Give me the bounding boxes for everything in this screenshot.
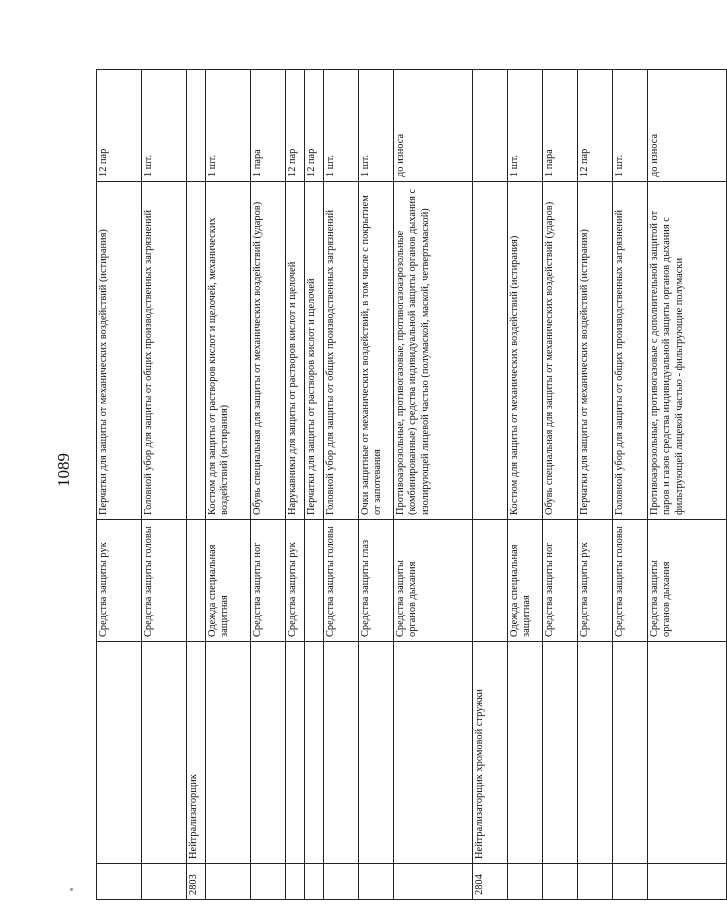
row-number-cell <box>648 864 727 900</box>
rotated-table-container <box>96 70 685 900</box>
norm-cell: 1 шт. <box>359 70 394 182</box>
norm-cell: 12 пар <box>305 70 324 182</box>
row-number-cell <box>578 864 613 900</box>
item-cell: Противоаэрозольные, противогазовые с дополнительной защитой от паров и газов средства индивидуальной защиты органов дыхания с фильтрующей лицевой частью - фильтрующие полумаски <box>648 182 727 520</box>
row-number-cell <box>324 864 359 900</box>
table-row <box>324 70 359 900</box>
table-row <box>305 70 324 900</box>
category-cell: Средства защиты органов дыхания <box>648 520 727 642</box>
row-number-cell <box>508 864 543 900</box>
table-row <box>394 70 473 900</box>
item-cell: Костюм для защиты от растворов кислот и щелочей, механических воздействий (истирания) <box>206 182 251 520</box>
item-cell: Костюм для защиты от механических воздействий (истирания) <box>508 182 543 520</box>
scan-speck <box>70 888 73 891</box>
row-number-cell <box>359 864 394 900</box>
category-cell: Средства защиты ног <box>251 520 286 642</box>
row-number-cell <box>97 864 142 900</box>
profession-cell <box>359 642 394 864</box>
profession-cell <box>97 642 142 864</box>
item-cell: Нарукавники для защиты от растворов кислот и щелочей <box>286 182 305 520</box>
row-number-cell <box>543 864 578 900</box>
row-number-cell <box>394 864 473 900</box>
ppe-norms-table <box>96 69 727 900</box>
category-cell: Средства защиты рук <box>97 520 142 642</box>
category-cell <box>187 520 206 642</box>
category-cell: Средства защиты рук <box>286 520 305 642</box>
row-number-cell <box>305 864 324 900</box>
item-cell <box>473 182 508 520</box>
norm-cell: до износа <box>394 70 473 182</box>
norm-cell <box>473 70 508 182</box>
category-cell <box>473 520 508 642</box>
category-cell: Средства защиты головы <box>142 520 187 642</box>
profession-cell <box>251 642 286 864</box>
item-cell: Головной убор для защиты от общих производственных загрязнений <box>142 182 187 520</box>
table-row <box>286 70 305 900</box>
table-row <box>97 70 142 900</box>
profession-cell <box>305 642 324 864</box>
table-row <box>206 70 251 900</box>
row-number-cell <box>142 864 187 900</box>
category-cell: Средства защиты глаз <box>359 520 394 642</box>
norm-cell: 1 шт. <box>142 70 187 182</box>
norm-cell: 12 пар <box>578 70 613 182</box>
item-cell: Очки защитные от механических воздействий, в том числе с покрытием от запотевания <box>359 182 394 520</box>
row-number-cell <box>206 864 251 900</box>
category-cell: Средства защиты органов дыхания <box>394 520 473 642</box>
item-cell: Перчатки для защиты от растворов кислот и щелочей <box>305 182 324 520</box>
row-number-cell: 2804 <box>473 864 508 900</box>
table-row <box>578 70 613 900</box>
norm-cell: 1 шт. <box>613 70 648 182</box>
row-number-cell <box>286 864 305 900</box>
category-cell: Одежда специальная защитная <box>508 520 543 642</box>
table-row <box>251 70 286 900</box>
category-cell: Средства защиты головы <box>613 520 648 642</box>
table-row <box>543 70 578 900</box>
norm-cell: 1 шт. <box>324 70 359 182</box>
item-cell: Головной убор для защиты от общих производственных загрязнений <box>613 182 648 520</box>
table-row <box>648 70 727 900</box>
norm-cell: до износа <box>648 70 727 182</box>
profession-cell <box>508 642 543 864</box>
norm-cell: 1 шт. <box>206 70 251 182</box>
item-cell: Головной убор для защиты от общих производственных загрязнений <box>324 182 359 520</box>
table-row <box>359 70 394 900</box>
profession-cell <box>206 642 251 864</box>
table-row <box>508 70 543 900</box>
category-cell: Средства защиты ног <box>543 520 578 642</box>
profession-cell: Нейтрализаторщик хромовой стружки <box>473 642 508 864</box>
item-cell: Противоаэрозольные, противогазовые, противогазоаэрозольные (комбинированные) средства индивидуальной защиты органов дыхания с изолирующей лицевой частью (полумаской, маской, четвертьмаской) <box>394 182 473 520</box>
table-row <box>142 70 187 900</box>
item-cell: Перчатки для защиты от механических воздействий (истирания) <box>578 182 613 520</box>
table-row <box>187 70 206 900</box>
profession-cell <box>394 642 473 864</box>
item-cell <box>187 182 206 520</box>
category-cell: Средства защиты головы <box>324 520 359 642</box>
profession-cell <box>613 642 648 864</box>
profession-cell <box>543 642 578 864</box>
table-row <box>613 70 648 900</box>
item-cell: Перчатки для защиты от механических воздействий (истирания) <box>97 182 142 520</box>
norm-cell: 1 шт. <box>508 70 543 182</box>
norm-cell: 12 пар <box>97 70 142 182</box>
row-number-cell <box>613 864 648 900</box>
category-cell <box>305 520 324 642</box>
item-cell: Обувь специальная для защиты от механических воздействий (ударов) <box>251 182 286 520</box>
profession-cell <box>648 642 727 864</box>
page-number: 1089 <box>54 453 73 487</box>
norm-cell <box>187 70 206 182</box>
table-row <box>473 70 508 900</box>
norm-cell: 1 пара <box>251 70 286 182</box>
profession-cell <box>286 642 305 864</box>
item-cell: Обувь специальная для защиты от механических воздействий (ударов) <box>543 182 578 520</box>
row-number-cell <box>251 864 286 900</box>
profession-cell <box>578 642 613 864</box>
profession-cell <box>142 642 187 864</box>
category-cell: Средства защиты рук <box>578 520 613 642</box>
profession-cell <box>324 642 359 864</box>
category-cell: Одежда специальная защитная <box>206 520 251 642</box>
row-number-cell: 2803 <box>187 864 206 900</box>
norm-cell: 1 пара <box>543 70 578 182</box>
profession-cell: Нейтрализаторщик <box>187 642 206 864</box>
norm-cell: 12 пар <box>286 70 305 182</box>
